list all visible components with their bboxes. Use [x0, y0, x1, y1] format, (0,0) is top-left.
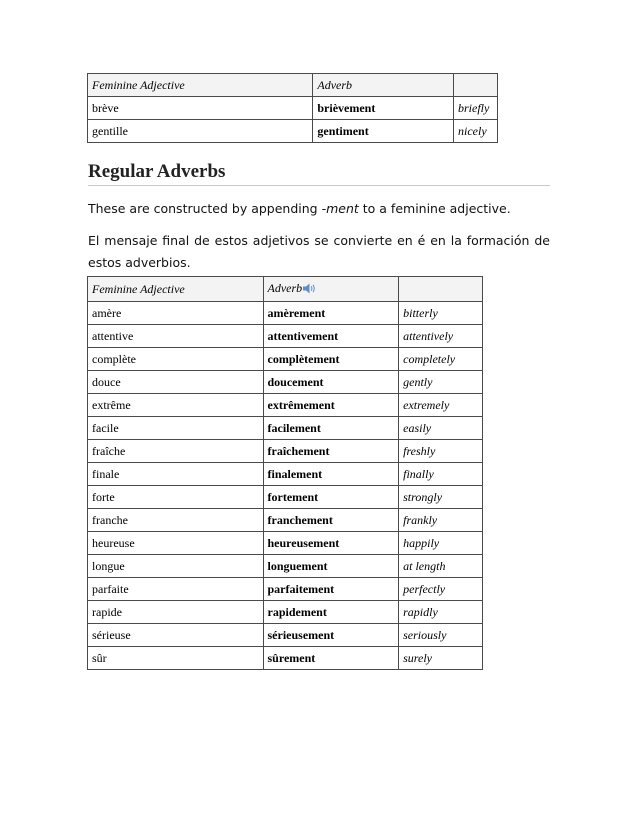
- adjective-cell: rapide: [88, 601, 264, 624]
- adjective-cell: finale: [88, 463, 264, 486]
- adverb-cell: fortement: [263, 486, 399, 509]
- table-row: [88, 601, 483, 624]
- table-row: [88, 371, 483, 394]
- adverb-cell: complètement: [263, 348, 399, 371]
- intro-text-before: These are constructed by appending: [88, 201, 322, 216]
- adverb-cell: doucement: [263, 371, 399, 394]
- adverb-cell: rapidement: [263, 601, 399, 624]
- table-row: [88, 555, 483, 578]
- adjective-cell: attentive: [88, 325, 264, 348]
- translation-cell: completely: [399, 348, 483, 371]
- header-adverb-cell: [263, 277, 399, 302]
- table-row: [88, 624, 483, 647]
- spanish-paragraph: El mensaje final de estos adjetivos se convierte en é en la formación de estos adverbios.: [88, 233, 550, 270]
- table-row: [88, 394, 483, 417]
- adjective-cell: facile: [88, 417, 264, 440]
- adjective-cell: longue: [88, 555, 264, 578]
- translation-cell: rapidly: [399, 601, 483, 624]
- table-row: [88, 97, 498, 120]
- adjective-cell: parfaite: [88, 578, 264, 601]
- translation-cell: strongly: [399, 486, 483, 509]
- table-row: [88, 348, 483, 371]
- translation-cell: finally: [399, 463, 483, 486]
- table-row: [88, 417, 483, 440]
- adverb-cell: attentivement: [263, 325, 399, 348]
- table-header-row: [88, 74, 498, 97]
- adverb-cell: sérieusement: [263, 624, 399, 647]
- adjective-cell: amère: [88, 302, 264, 325]
- adjective-cell: sûr: [88, 647, 264, 670]
- adjective-cell: sérieuse: [88, 624, 264, 647]
- translation-cell: at length: [399, 555, 483, 578]
- adjective-cell: fraîche: [88, 440, 264, 463]
- table-row: [88, 325, 483, 348]
- adjective-cell: extrême: [88, 394, 264, 417]
- table-row: [88, 440, 483, 463]
- translation-cell: gently: [399, 371, 483, 394]
- header-translation: [399, 277, 483, 302]
- adjective-cell: heureuse: [88, 532, 264, 555]
- adjective-cell: complète: [88, 348, 264, 371]
- translation-cell: frankly: [399, 509, 483, 532]
- adjective-cell: douce: [88, 371, 264, 394]
- intro-text-after: to a feminine adjective.: [358, 201, 511, 216]
- adverb-cell: amèrement: [263, 302, 399, 325]
- table-row: [88, 302, 483, 325]
- adjective-cell: gentille: [88, 120, 313, 143]
- translation-cell: happily: [399, 532, 483, 555]
- intro-suffix-emphasis: -ment: [321, 201, 359, 216]
- translation-cell: briefly: [454, 97, 498, 120]
- section-heading: Regular Adverbs: [88, 160, 550, 186]
- table-row: [88, 532, 483, 555]
- table-row: [88, 120, 498, 143]
- intro-paragraph: [88, 198, 550, 220]
- table-row: [88, 578, 483, 601]
- adverb-cell: franchement: [263, 509, 399, 532]
- adverb-cell: sûrement: [263, 647, 399, 670]
- table-row: [88, 463, 483, 486]
- adverb-cell: finalement: [263, 463, 399, 486]
- translation-cell: extremely: [399, 394, 483, 417]
- translation-cell: attentively: [399, 325, 483, 348]
- table-row: [88, 647, 483, 670]
- adverbs-table-top: [87, 73, 498, 143]
- adverb-cell: brièvement: [313, 97, 454, 120]
- translation-cell: surely: [399, 647, 483, 670]
- adverb-cell: parfaitement: [263, 578, 399, 601]
- table-row: [88, 509, 483, 532]
- translation-cell: freshly: [399, 440, 483, 463]
- adjective-cell: forte: [88, 486, 264, 509]
- translation-cell: easily: [399, 417, 483, 440]
- header-adverb: Adverb: [313, 74, 454, 97]
- speaker-icon[interactable]: [303, 279, 316, 301]
- regular-adverbs-table: [87, 276, 483, 670]
- table-row: [88, 486, 483, 509]
- table-header-row: [88, 277, 483, 302]
- header-feminine-adjective: Feminine Adjective: [88, 74, 313, 97]
- header-adverb: Adverb: [267, 281, 303, 295]
- adverb-cell: heureusement: [263, 532, 399, 555]
- translation-cell: nicely: [454, 120, 498, 143]
- translation-cell: bitterly: [399, 302, 483, 325]
- header-translation: [454, 74, 498, 97]
- adverb-cell: gentiment: [313, 120, 454, 143]
- adverb-cell: fraîchement: [263, 440, 399, 463]
- adverb-cell: longuement: [263, 555, 399, 578]
- translation-cell: perfectly: [399, 578, 483, 601]
- translation-cell: seriously: [399, 624, 483, 647]
- adjective-cell: brève: [88, 97, 313, 120]
- adverb-cell: extrêmement: [263, 394, 399, 417]
- adjective-cell: franche: [88, 509, 264, 532]
- adverb-cell: facilement: [263, 417, 399, 440]
- header-feminine-adjective: Feminine Adjective: [88, 277, 264, 302]
